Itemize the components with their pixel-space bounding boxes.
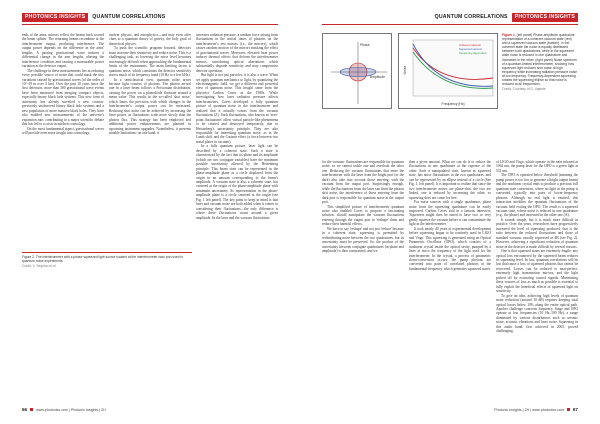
plot-ylabel: Noise [403, 65, 407, 75]
amplitude-axis-label: Amplitude [369, 75, 385, 79]
noise-spectrum-plot [399, 34, 499, 110]
figure-1-caption [502, 33, 578, 86]
paragraph: ends of the arms, mirrors reflect the beams back toward the beam splitter. The returning beams recombine at the interferometer output, producing interference. The output power depends on the difference in the arms' lengths. A passing gravitational wave induces a differential change in the arm lengths, altering the interference condition and causing a measurable power variation at the detector output. [22, 33, 104, 69]
phase-amplitude-diagram [323, 34, 393, 110]
legend-squeezed: Squeezed vacuum [459, 47, 483, 51]
paragraph: of LIGO and Virgo, which operate in the near infrared at 1064 nm, the pump laser for the OPO is a green light at 532 nm. [496, 160, 578, 173]
left-column-2 [109, 33, 191, 243]
footer-square-icon [30, 408, 33, 411]
paragraph: It took nearly 40 years of experimental development before squeezing began to be routinely used in LIGO and Virgo. This squeezing is generated using an Optical Parametric Oscillator (OPO), which consists of a nonlinear crystal inside the optical cavity, pumped by a laser at twice the frequency of the light used for the interferometer. In the crystal, a process of parametric down-conversion occurs: the pump photons are converted into pairs of correlated photons at the fundamental frequency, which generates squeezed states. [409, 226, 491, 271]
left-header [22, 11, 165, 23]
right-footer [494, 407, 578, 412]
right-column-2 [409, 160, 491, 395]
right-column-1 [322, 160, 404, 395]
paragraph: increases radiation pressure, a random force arising from fluctuations in the arrival times of photons on the interferometer's test masses (i.e., the mirrors), which causes random motion of the mirrors masking the effect of gravitational waves. Moreover, elevated laser power induces thermal effects that deform the interferometer mirrors, introducing optical aberrations which substantially degrade sensitivity and may compromise detector operation. [196, 33, 278, 73]
paragraph: To give an idea, achieving high levels of quantum noise reduction (around 10 dB) requires keeping total optical losses below 10% along the entire optical path. Another challenge concerns frequency. Stage and OPO operate at low frequencies (10 Hz–100 Hz), a range dominated by various disturbances such as seismic noise, acoustic vibrations and laser noise. Squeezing in this audio band, first achieved in 2005, proved challenging. [496, 293, 578, 334]
left-header-rule [22, 24, 278, 25]
right-header-rule [322, 24, 578, 25]
paragraph: The challenge in these measurements lies in reducing every possible source of noise that could mask the tiny variations caused by gravitational waves (of the order of 10^-19 m over 4 km). Over the past 10 years since the first detection, more than 300 gravitational wave events have been measured from merging compact objects, especially binary black hole systems. This new form of astronomy has already unveiled a new cosmos: previously unobserved binary black hole systems and a new population of more massive black holes. They have also enabled new measurements of the universe's expansion rate, contributing to a major scientific debate that has led to a crisis in modern cosmology. [22, 68, 104, 127]
figure-2-credit: Credit: V. Sequino et al. [22, 264, 57, 269]
right-header-section: QUANTUM CORRELATIONS [434, 14, 508, 20]
paragraph: But light is not just particles, it is also a wave. When we apply quantum mechanics to light, by quantizing the electromagnetic field, we get a different and powerful view of quantum noise. This insight came from the physicist Carlton Caves in the 1980s. While investigating how laser radiation pressure affects interferometers, Caves developed a fully quantum picture of quantum noise in the interferometer and realized that it actually comes from the vacuum fluctuations (Z). Such fluctuations, also known as 'zero-point fluctuations' allow virtual particle-like phenomena to be created and destroyed temporarily, due to Heisenberg's uncertainty principle. They are also responsible for interesting quantum noise, as in the Lamb shift, and the Casimir effect (a force between two metal plates in vacuum). [196, 73, 278, 144]
plot-xlabel: Frequency [Hz] [441, 102, 465, 106]
right-column-3 [496, 160, 578, 395]
left-page-number: 66 [22, 407, 28, 412]
paragraph: nuclear physics, and astrophysics—and may even offer clues to a quantum theory of gravity, the holy grail of theoretical physics. [109, 33, 191, 46]
figure-2-caption-box [22, 252, 192, 268]
right-footer-text: Photonic Insights | 2H | www.photonics.com [494, 407, 564, 412]
left-header-section: QUANTUM CORRELATIONS [92, 14, 166, 20]
footer-square-icon [567, 408, 570, 411]
legend-coherent: Coherent vacuum [459, 43, 482, 47]
paragraph: The OPO is operated below threshold (meaning the pump power is too low to generate a bright output beam) and the nonlinear crystal ends to produce a precious full quantum state conversion, where no light in the pump is converted, typically into pairs of lower-frequency photons. Although no real light is emitted, this interaction modifies the quantum fluctuations of the vacuum field exiting the OPO. The result is a squeezed vacuum state, whose noise is reduced in one quadrature (e.g., the phase) and increased in the other one (A). [496, 173, 578, 218]
paragraph: On the most fundamental aspect, gravitational waves will provide even more insight into cosmology, [22, 126, 104, 135]
legend-frequency-dependent: Frequency-dependent [459, 51, 487, 55]
paragraph: To push the scientific program forward, detectors must increase their sensitivity and reduce noise. This is a challenging task, as lowering the noise level becomes increasingly difficult when approaching the fundamental limits of the instruments. The main limiting factor is quantum noise, which constrains the detector sensitivity across much of its frequency band (10 Hz to a few kHz). [109, 46, 191, 78]
figure-2-caption: Figure 2. The interferometer with a phase squeezed light source located at the interferometer dark port used in quantum noise experiments. [22, 255, 184, 264]
left-footer-text: www.photonics.com | Photonic Insights | 2H [36, 407, 106, 412]
paragraph: We have to say 'reshape' and not just 'reduce' because in a coherent state, squeezing is permitted by redistributing noise between the two quadratures, but its uncertainty must be preserved. So: the product of the uncertainty between conjugate quadratures (in phase and amplitude) is then constrained, and we [322, 226, 404, 254]
left-header-tag: PHOTONICS INSIGHTS [22, 13, 88, 22]
right-header [435, 11, 578, 23]
figure-1-caption-text: (left panel) Phase-amplitude quadrature representation of a coherent vacuum state (red) and a squeezed vacuum state (bottom). In the coherent state the noise is equally distributed between both quadratures, while in the squeezed state noise is reduced in one quadrature and increased in the other. (right panel) Noise spectrum of a quantum-limited interferometer, showing how squeezed light reduces shot noise at high frequency while increasing radiation pressure noise at low frequency. Frequency-dependent squeezing rotates the squeezing ellipse so that noise is reduced at all frequencies. [502, 33, 577, 87]
paragraph: One is that squeezed states are extremely fragile: any optical loss encountered by the squeezed beam reduces its squeezing level. In fact, quantum correlations will be lost that'cause a loss of squeezed photons that cannot be recovered. Losses can be reduced to near-perfect, extremely high transmission mirrors, and the light picked off by extracting control signals. Minimizing these sources of loss as much as possible is essential to fully exploit the beneficial effects of squeezed light on sensitivity. [496, 249, 578, 294]
figure-1-credit: Credit: Courtesy of G. Vajente [502, 87, 546, 92]
figure-1-caption-block [502, 33, 578, 91]
paragraph: In a semiclassical view, quantum noise arises because light consists of photons. The photon arrival rate in a laser beam follows a Poissonian distribution, causing the power on a photodiode fluctuate around a mean value. This results in the so-called 'shot noise,' which limits the precision with which changes in the interferometer's output power can be measured. Reducing shot noise can be achieved by increasing the laser power, as fluctuations scale more slowly than the photon flux. This strategy has been employed and additional power enhancements are planned in upcoming instrument upgrades. Nonetheless, it presents notable limitations: on one hand, it [109, 77, 191, 135]
right-page [300, 0, 600, 424]
left-footer [22, 407, 106, 412]
paragraph: It sounds simple, but it is much more difficult in practice. Over the years, researchers have progressively increased the level of squeezing produced, that is the ratio between the reduced fluctuations and those of standard vacuum, usually expressed in dB (see Fig. 2). However, achieving a significant reduction of quantum noise in the detector is made difficult by several reasons. [496, 217, 578, 249]
figure-1 [322, 33, 578, 143]
paragraph: For noise sources with a single quadrature, phase noise from the squeezing quadrature can be easily improved. Carlton Caves said in a famous interview, 'Squeezers might then be tuned to have two or very gently squeeze the vacuum before it can contaminate the light in the interferometer.' [409, 200, 491, 227]
paragraph: This simplified picture of interferometer quantum noise also enabled Caves to propose a fascinating solution: should manipulate the vacuum fluctuations entering through the output port to 'reshape' them and reduce their harmful effects. [322, 204, 404, 227]
right-header-tag: PHOTONICS INSIGHTS [512, 13, 578, 22]
left-column-3 [196, 33, 278, 403]
left-column-1 [22, 33, 104, 135]
right-page-number: 67 [572, 407, 578, 412]
paragraph: In a fully quantum picture, laser light can be described by a coherent state. Such a state is characterized by the fact that its phase and its amplitude (which are two conjugate variables) have the minimum possible uncertainty allowed by the Heisenberg principle. This beam state can be represented in the phase-amplitude plane as a circle displaced from the origin in an amount corresponding to the beam's amplitude. A vacuum state is also a coherent state, but centered at the origin of the phase-amplitude plane with minimum uncertainty. Its representation in the phase-amplitude plane is a circle centered at the origin (see Fig. 1 left panel). The key point to keep in mind is that laser and vacuum noise are both added when it comes to considering their fluctuations—the only difference is where these fluctuations count around a given amplitude. In the laser and the vacuum fluctuations [196, 144, 278, 220]
figure-1-label: Figure 1. [502, 33, 516, 37]
paragraph: then a given amount. What we can do is to reduce the fluctuations in one quadrature at the expense of the other. Such a manipulated state, known as squeezed state, has noise fluctuations in the two quadratures, and can be represented by an ellipse instead of a circle (See Fig. 1, left panel). It is important to realize that since the two interferometer noises are phase-shot, the two are linked, one is reduced by increasing the other, so squeezing does not come for free. [409, 160, 491, 200]
phase-amplitude-panel [322, 33, 392, 109]
noise-spectrum-panel [398, 33, 498, 109]
phase-axis-label: Phase [360, 43, 370, 47]
paragraph: for the vacuum: fluctuations are responsible for quantum noise, so we cannot tackle one and overlook the other one. Reducing the vacuum fluctuations that enter the interferometer with the laser from the bright port (or the dark) also take into account those entering, with the vacuum from the output port. Surprisingly enough, while the fluctuations from the laser can limit the photon shot noise, the interference of those entering from the dark port is responsible for quantum noise at the output port. [322, 160, 404, 205]
